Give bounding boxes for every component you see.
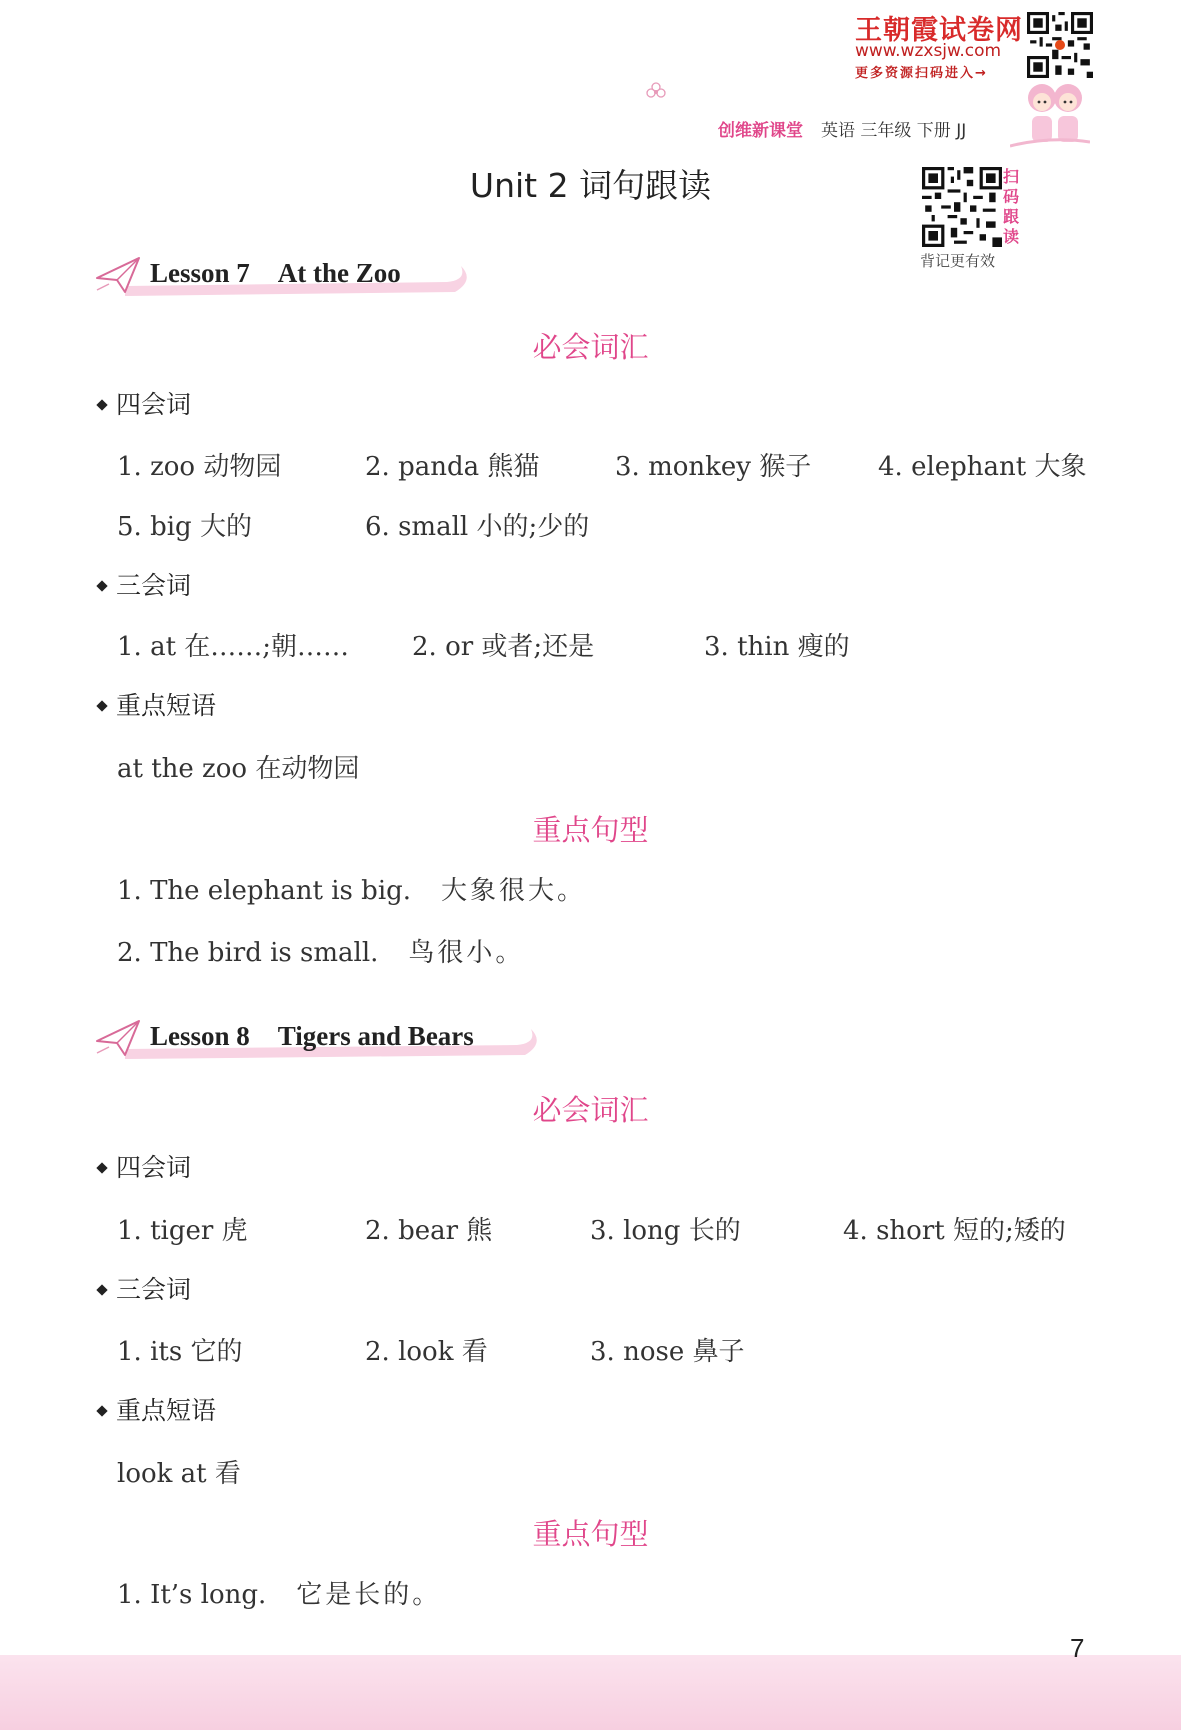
sentence-item xyxy=(117,932,524,969)
lesson-number: Lesson 7 xyxy=(150,258,250,288)
vocab-item: 3. monkey 猴子 xyxy=(615,452,812,482)
page-number: 7 xyxy=(1070,1633,1085,1663)
sentence-chinese: 大象很大。 xyxy=(441,876,587,906)
bullet-diamond-icon xyxy=(96,1405,107,1416)
sentence-english: 1. It’s long. xyxy=(117,1580,267,1610)
phrase-item: at the zoo 在动物园 xyxy=(117,754,360,784)
four-skill-words-heading: 四会词 xyxy=(95,1148,191,1184)
bullet-diamond-icon xyxy=(96,580,107,591)
vocab-section-title: 必会词汇 xyxy=(532,1093,649,1127)
paper-plane-icon xyxy=(95,1017,141,1059)
vocab-item: 2. or 或者;还是 xyxy=(412,632,595,662)
unit-title: Unit 2 词句跟读 xyxy=(469,166,712,205)
lesson-name: At the Zoo xyxy=(277,258,401,288)
series-info-bar xyxy=(718,116,966,141)
bullet-diamond-icon xyxy=(96,1284,107,1295)
vocab-item: 2. look 看 xyxy=(365,1337,488,1367)
sentence-section-title: 重点句型 xyxy=(532,813,649,847)
vocab-item: 5. big 大的 xyxy=(117,512,252,542)
sentence-section-title: 重点句型 xyxy=(532,1517,649,1551)
sentence-english: 1. The elephant is big. xyxy=(117,876,412,906)
four-skill-words-heading: 四会词 xyxy=(95,385,191,421)
lesson-name: Tigers and Bears xyxy=(277,1021,474,1051)
sentence-english: 2. The bird is small. xyxy=(117,938,379,968)
subject-grade-info: 英语 三年级 下册 JJ xyxy=(821,121,967,141)
bullet-diamond-icon xyxy=(96,1162,107,1173)
lesson-heading xyxy=(150,1021,474,1052)
lesson-banner xyxy=(95,252,475,298)
lesson-number: Lesson 8 xyxy=(150,1021,250,1051)
vocab-item: 4. elephant 大象 xyxy=(878,452,1087,482)
key-phrases-heading: 重点短语 xyxy=(95,1391,216,1427)
sentence-item xyxy=(117,870,586,907)
vocab-item: 4. short 短的;矮的 xyxy=(843,1216,1066,1246)
follow-read-qr-code-icon[interactable] xyxy=(922,167,1002,247)
vocab-item: 2. bear 熊 xyxy=(365,1216,493,1246)
qr-caption: 背记更有效 xyxy=(920,252,996,270)
header-swoosh-decoration xyxy=(1010,134,1090,150)
paper-plane-icon xyxy=(95,254,141,296)
vocab-item: 1. tiger 虎 xyxy=(117,1216,248,1246)
brand-title: 王朝霞试卷网 xyxy=(855,15,1023,46)
vocab-item: 3. nose 鼻子 xyxy=(590,1337,745,1367)
bullet-diamond-icon xyxy=(96,700,107,711)
sentence-chinese: 鸟很小。 xyxy=(408,938,525,968)
vocab-item: 1. its 它的 xyxy=(117,1337,243,1367)
bullet-diamond-icon xyxy=(96,399,107,410)
flower-ornament-icon xyxy=(644,80,668,104)
brand-url[interactable]: www.wzxsjw.com xyxy=(855,41,1002,61)
vocab-item: 6. small 小的;少的 xyxy=(365,512,590,542)
vocab-section-title: 必会词汇 xyxy=(532,330,649,364)
key-phrases-heading: 重点短语 xyxy=(95,686,216,722)
phrase-item: look at 看 xyxy=(117,1459,241,1489)
sentence-chinese: 它是长的。 xyxy=(296,1580,442,1610)
brand-qr-code-icon[interactable] xyxy=(1027,12,1093,78)
series-name: 创维新课堂 xyxy=(718,121,803,141)
vocab-item: 1. at 在……;朝…… xyxy=(117,632,350,662)
sentence-item xyxy=(117,1574,441,1611)
vocab-item: 1. zoo 动物园 xyxy=(117,452,282,482)
vocab-item: 3. long 长的 xyxy=(590,1216,741,1246)
qr-follow-read-label: 扫 码 跟 读 xyxy=(1003,167,1020,246)
lesson-banner xyxy=(95,1015,545,1061)
vocab-item: 2. panda 熊猫 xyxy=(365,452,540,482)
lesson-heading xyxy=(150,258,401,289)
vocab-item: 3. thin 瘦的 xyxy=(704,632,850,662)
three-skill-words-heading: 三会词 xyxy=(95,566,191,602)
footer-band xyxy=(0,1655,1181,1730)
brand-tagline: 更多资源扫码进入→ xyxy=(855,66,988,81)
three-skill-words-heading: 三会词 xyxy=(95,1270,191,1306)
